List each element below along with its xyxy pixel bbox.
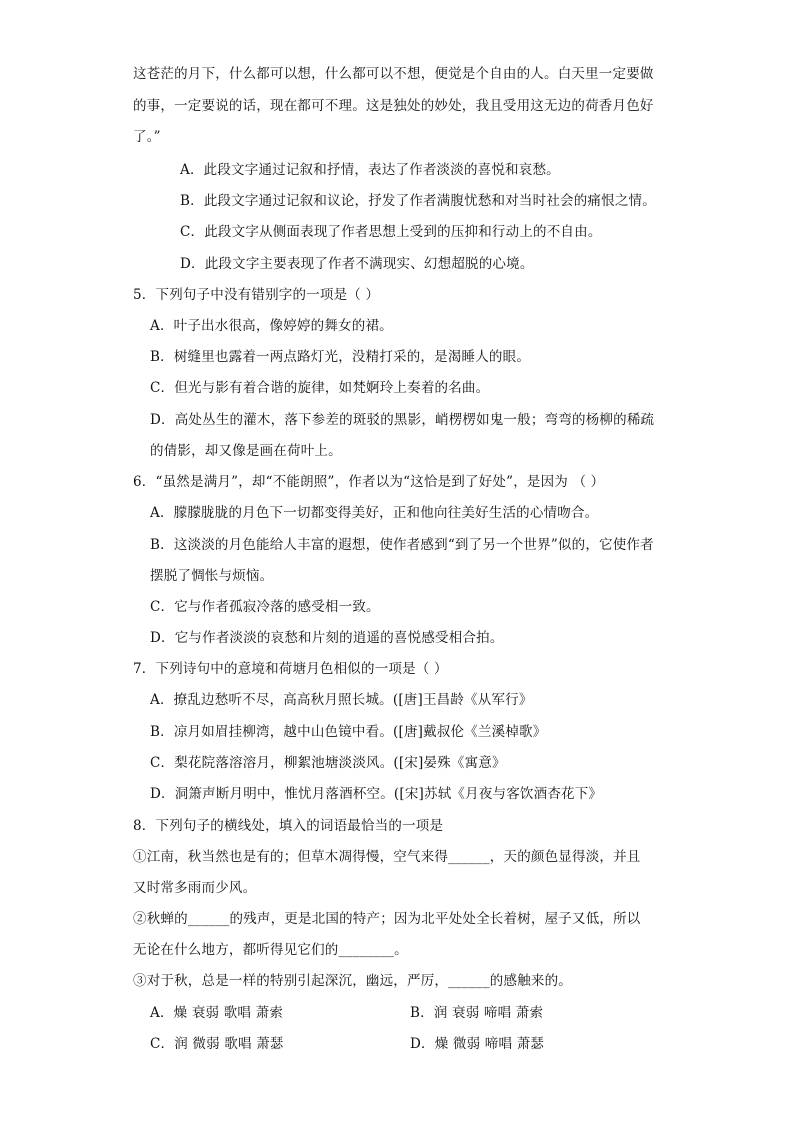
q7-option-a[interactable]: A．撩乱边愁听不尽，高高秋月照长城。([唐]王昌龄《从军行》	[150, 692, 533, 708]
q8-sentence-3: ③对于秋，总是一样的特别引起深沉，幽远，严厉，______的感触来的。	[133, 973, 572, 989]
q8-option-c[interactable]: C．润 微弱 歌唱 萧瑟	[150, 1036, 284, 1052]
q8-sentence-2-cont: 无论在什么地方，都听得见它们的________。	[133, 942, 408, 958]
q5-option-d[interactable]: D．高处丛生的灌木，落下参差的斑驳的黑影，峭楞楞如鬼一般；弯弯的杨柳的稀疏	[150, 412, 655, 428]
q8-sentence-1: ①江南，秋当然也是有的；但草木凋得慢，空气来得______，天的颜色显得淡，并且	[133, 849, 641, 865]
q8-option-d[interactable]: D．燥 微弱 啼唱 萧瑟	[410, 1036, 545, 1052]
q8-sentence-1-cont: 又时常多雨而少风。	[133, 880, 257, 896]
q6-option-d[interactable]: D．它与作者淡淡的哀愁和片刻的逍遥的喜悦感受相合拍。	[150, 630, 504, 646]
q8-stem: 8．下列句子的横线处，填入的词语最恰当的一项是	[133, 818, 444, 834]
q6-option-b-cont: 摆脱了惆怅与烦恼。	[150, 568, 274, 584]
q6-option-c[interactable]: C．它与作者孤寂冷落的感受相一致。	[150, 599, 380, 615]
q5-option-a[interactable]: A．叶子出水很高，像婷婷的舞女的裙。	[150, 318, 393, 334]
q7-option-d[interactable]: D．洞箫声断月明中，惟忧月落酒杯空。([宋]苏轼《月夜与客饮酒杏花下》	[150, 786, 603, 802]
q8-option-b[interactable]: B．润 衰弱 啼唱 萧索	[410, 1005, 544, 1021]
q7-option-c[interactable]: C．梨花院落溶溶月，柳絮池塘淡淡风。([宋]晏殊《寓意》	[150, 755, 506, 771]
passage-line: 这苍茫的月下，什么都可以想，什么都可以不想，便觉是个自由的人。白天里一定要做	[133, 66, 654, 82]
q6-option-b[interactable]: B．这淡淡的月色能给人丰富的遐想，使作者感到“到了另一个世界”似的，它使作者	[150, 537, 654, 553]
q6-option-a[interactable]: A．朦朦胧胧的月色下一切都变得美好，正和他向往美好生活的心情吻合。	[150, 505, 599, 521]
q7-stem: 7．下列诗句中的意境和荷塘月色相似的一项是（ ）	[133, 661, 448, 677]
q4-option-a[interactable]: A．此段文字通过记叙和抒情，表达了作者淡淡的喜悦和哀愁。	[180, 162, 560, 178]
q8-option-a[interactable]: A．燥 衰弱 歌唱 萧索	[150, 1005, 284, 1021]
q5-option-b[interactable]: B．树缝里也露着一两点路灯光，没精打采的，是渴睡人的眼。	[150, 349, 531, 365]
q5-option-d-cont: 的倩影，却又像是画在荷叶上。	[150, 443, 342, 459]
q5-option-c[interactable]: C．但光与影有着合谐的旋律，如梵婀玲上奏着的名曲。	[150, 380, 490, 396]
q4-option-b[interactable]: B．此段文字通过记叙和议论，抒发了作者满腹忧愁和对当时社会的痛恨之情。	[180, 193, 656, 209]
q4-option-c[interactable]: C．此段文字从侧面表现了作者思想上受到的压抑和行动上的不自由。	[180, 224, 602, 240]
q4-option-d[interactable]: D．此段文字主要表现了作者不满现实、幻想超脱的心境。	[180, 256, 534, 272]
passage-line: 的事，一定要说的话，现在都可不理。这是独处的妙处，我且受用这无边的荷香月色好	[133, 98, 654, 114]
q6-stem: 6．“虽然是满月”，却“不能朗照”，作者以为“这恰是到了好处”，是因为 （ ）	[133, 474, 605, 490]
q8-sentence-2: ②秋蝉的______的残声，更是北国的特产；因为北平处处全长着树，屋子又低，所以	[133, 911, 641, 927]
passage-line: 了。”	[133, 129, 161, 145]
q5-stem: 5．下列句子中没有错别字的一项是（ ）	[133, 287, 380, 303]
q7-option-b[interactable]: B．凉月如眉挂柳湾，越中山色镜中看。([唐]戴叔伦《兰溪棹歌》	[150, 724, 547, 740]
